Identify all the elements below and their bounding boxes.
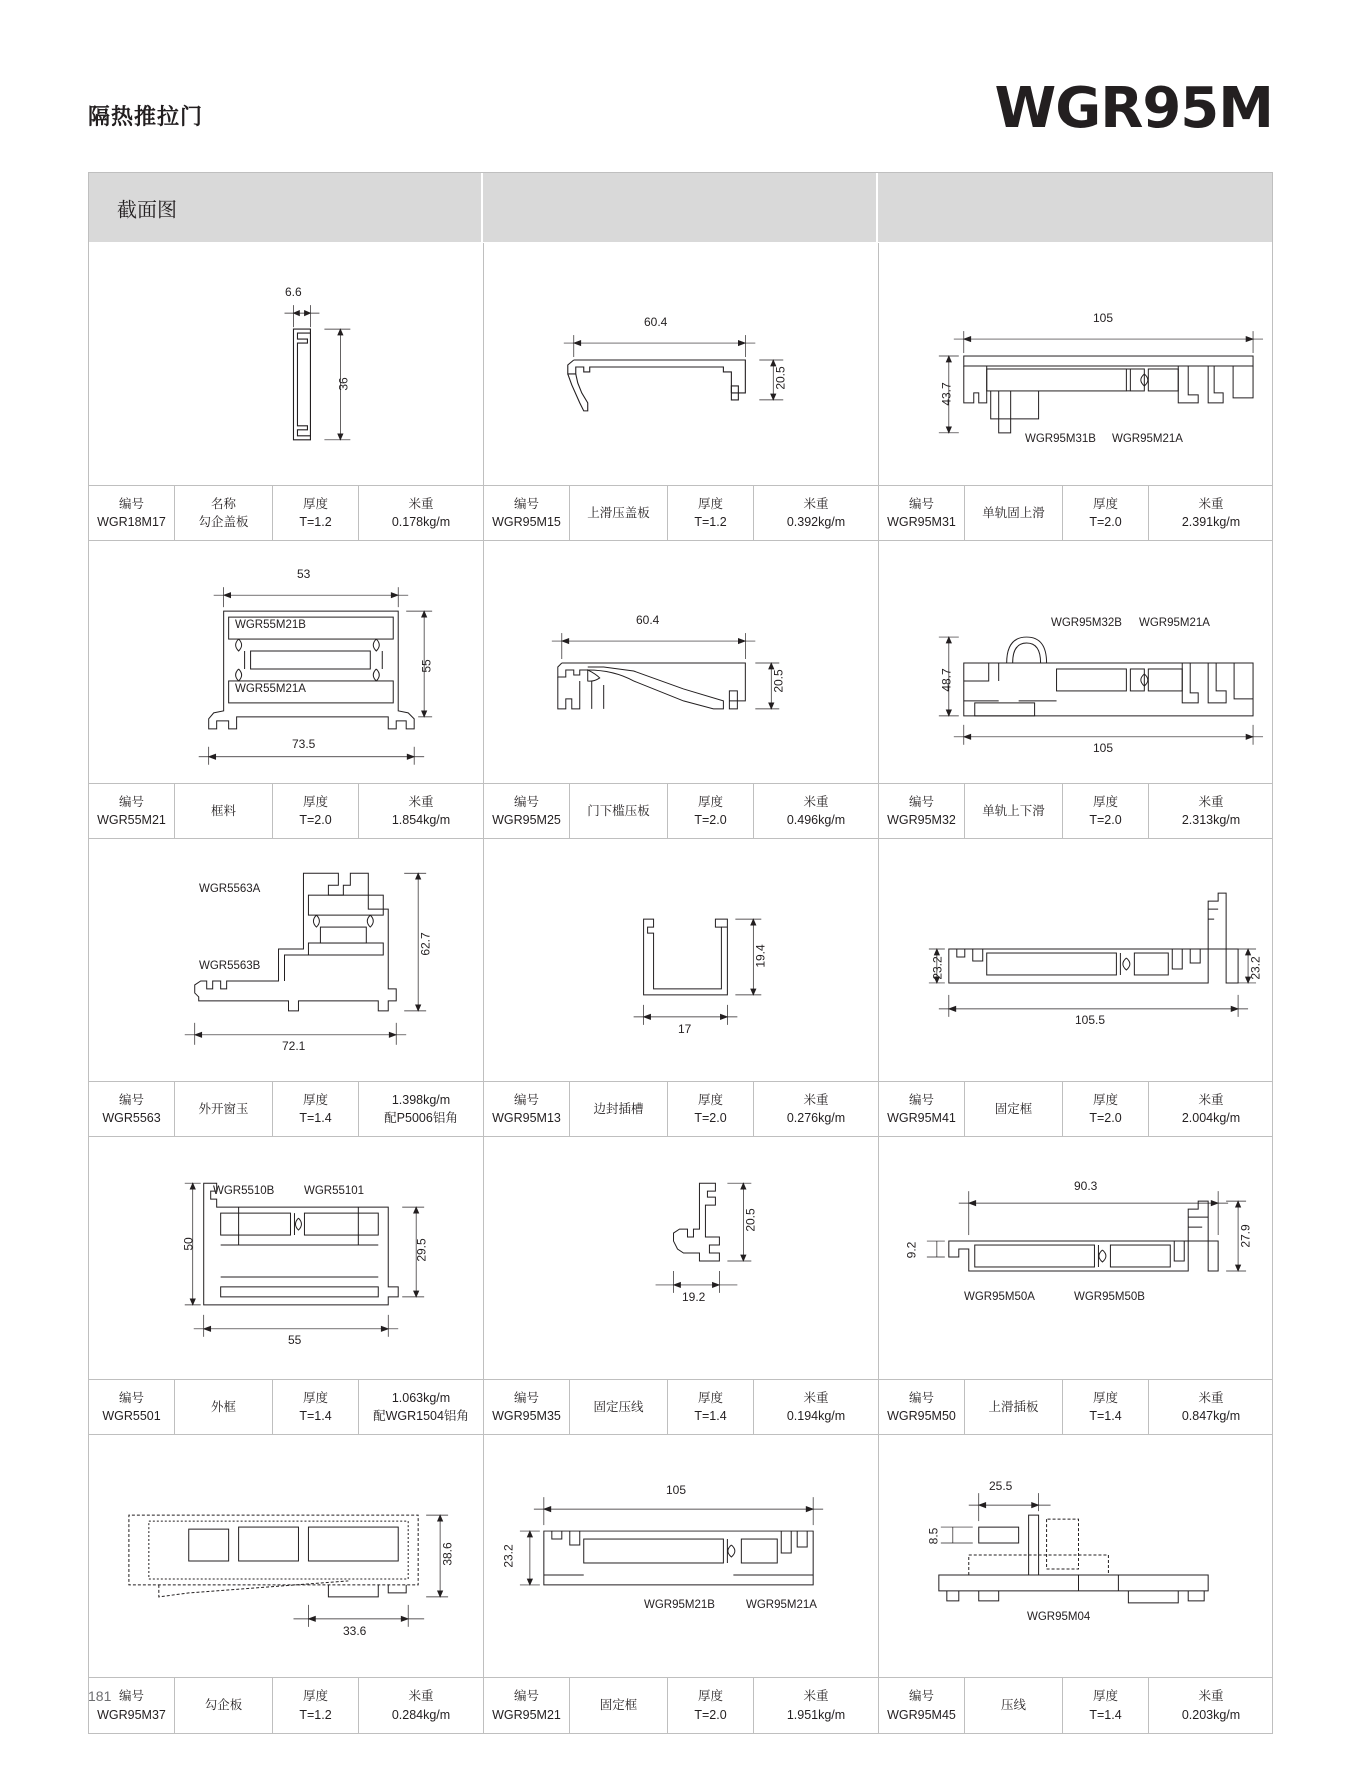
spec-name [175, 1082, 273, 1136]
spec-id [89, 1678, 175, 1733]
dimension-label: 19.2 [682, 1290, 706, 1304]
spec-name [175, 486, 273, 540]
spec-thickness-value: T=1.4 [299, 1409, 332, 1423]
spec-weight-header: 米重 [1198, 496, 1224, 511]
table-row [89, 1137, 1272, 1435]
spec-weight-line2: 配P5006铝角 [384, 1111, 458, 1125]
dimension-label: 50 [181, 1237, 196, 1251]
spec-thickness [273, 1082, 359, 1136]
spec-id-value: WGR95M50 [887, 1409, 956, 1423]
spec-id [89, 486, 175, 540]
dimension-label: 23.2 [501, 1544, 516, 1568]
profile-figure-wgr95m35 [484, 1137, 878, 1379]
dimension-label: 20.5 [771, 669, 786, 693]
spec-name-value: 门下槛压板 [587, 803, 650, 818]
dimension-label: 53 [297, 567, 311, 581]
spec-thickness-header: 厚度 [1092, 1092, 1118, 1107]
profile-figure-wgr95m13 [484, 839, 878, 1081]
spec-thickness-header: 厚度 [1092, 1390, 1118, 1405]
spec-row [484, 783, 878, 839]
spec-weight [754, 1082, 878, 1136]
spec-id-header: 编号 [513, 1390, 539, 1405]
dimension-label: 105 [666, 1483, 687, 1497]
profile-cell [89, 839, 484, 1137]
spec-id [879, 486, 965, 540]
spec-weight-line1: 1.398kg/m [391, 1092, 451, 1107]
spec-thickness-header: 厚度 [302, 1092, 328, 1107]
spec-id-value: WGR95M41 [887, 1111, 956, 1125]
dimension-label: 43.7 [939, 382, 954, 406]
section-drawing [484, 243, 878, 485]
spec-id-value: WGR95M45 [887, 1707, 956, 1722]
spec-name-value: 上滑压盖板 [587, 505, 650, 520]
table-row [89, 541, 1272, 839]
spec-name-header: 名称 [210, 496, 236, 511]
spec-id [484, 784, 570, 838]
band-header-label: 截面图 [117, 199, 177, 221]
spec-thickness-value: T=1.4 [694, 1409, 727, 1423]
profile-cell [879, 243, 1273, 541]
dimension-label: 62.7 [418, 932, 433, 956]
part-tag: WGR55M21A [235, 683, 306, 695]
dimension-label: 48.7 [939, 668, 954, 692]
spec-thickness [1063, 784, 1149, 838]
spec-name-value: 固定框 [599, 1698, 638, 1713]
spec-row [484, 1379, 878, 1435]
dimension-label: 20.5 [743, 1208, 758, 1232]
spec-name-value: 勾企板 [204, 1698, 243, 1713]
section-drawing [89, 243, 483, 485]
section-drawing [879, 1435, 1273, 1677]
section-drawing [89, 1137, 483, 1379]
spec-weight [359, 1678, 483, 1733]
spec-name [965, 1678, 1063, 1733]
spec-thickness [273, 784, 359, 838]
spec-thickness-value: T=2.0 [1089, 813, 1122, 827]
spec-name [570, 784, 668, 838]
spec-name [175, 1380, 273, 1434]
spec-thickness-value: T=1.4 [299, 1111, 332, 1125]
part-tag: WGR5510B [213, 1185, 275, 1197]
spec-thickness [668, 784, 754, 838]
spec-weight-header: 米重 [803, 1689, 829, 1704]
spec-name-value: 单轨固上滑 [982, 505, 1045, 520]
part-tag: WGR95M50B [1074, 1291, 1145, 1303]
spec-thickness-header: 厚度 [697, 1689, 723, 1704]
spec-name [965, 486, 1063, 540]
spec-weight [754, 784, 878, 838]
profile-figure-wgr95m31 [879, 243, 1273, 485]
spec-thickness-value: T=1.2 [299, 1707, 332, 1722]
spec-id-value: WGR55M21 [97, 813, 166, 827]
band-header-cell-2 [483, 173, 877, 242]
profile-figure-wgr95m25 [484, 541, 878, 783]
spec-id [89, 784, 175, 838]
profile-figure-wgr95m50 [879, 1137, 1273, 1379]
spec-name [175, 784, 273, 838]
dimension-label: 23.2 [930, 956, 945, 980]
spec-row [879, 485, 1273, 541]
part-tag: WGR95M50A [964, 1291, 1035, 1303]
spec-name [965, 1082, 1063, 1136]
part-tag: WGR95M21A [1112, 433, 1183, 445]
profile-cell [879, 839, 1273, 1137]
spec-id [484, 1380, 570, 1434]
spec-weight-header: 米重 [1198, 1390, 1224, 1405]
spec-weight [754, 1380, 878, 1434]
dimension-label: 27.9 [1238, 1224, 1253, 1248]
spec-id [89, 1380, 175, 1434]
spec-weight-value: 2.004kg/m [1181, 1111, 1241, 1125]
spec-row [89, 1677, 483, 1733]
series-code: WGR95M [994, 76, 1273, 141]
spec-id-value: WGR95M15 [492, 515, 561, 529]
profile-cell [484, 541, 879, 839]
spec-name [965, 784, 1063, 838]
spec-thickness-header: 厚度 [1092, 496, 1118, 511]
spec-weight-value: 0.847kg/m [1181, 1409, 1241, 1423]
dimension-label: 105 [1093, 311, 1114, 325]
dimension-label: 6.6 [285, 285, 302, 299]
spec-thickness [668, 486, 754, 540]
dimension-label: 60.4 [644, 315, 668, 329]
spec-id-header: 编号 [118, 1390, 144, 1405]
spec-thickness-value: T=1.4 [1089, 1707, 1122, 1722]
dimension-label: 19.4 [753, 944, 768, 968]
spec-row [484, 1081, 878, 1137]
spec-id-header: 编号 [513, 496, 539, 511]
spec-thickness-header: 厚度 [697, 496, 723, 511]
spec-id-value: WGR95M13 [492, 1111, 561, 1125]
spec-name [965, 1380, 1063, 1434]
spec-name [570, 1082, 668, 1136]
spec-id-header: 编号 [908, 794, 934, 809]
spec-id [484, 1678, 570, 1733]
dimension-label: 90.3 [1074, 1179, 1098, 1193]
profile-figure-wgr95m21 [484, 1435, 878, 1677]
spec-id-value: WGR95M21 [492, 1707, 561, 1722]
profile-figure-wgr95m15 [484, 243, 878, 485]
spec-thickness-value: T=2.0 [694, 813, 727, 827]
section-drawing [879, 1137, 1273, 1379]
profile-cell [879, 1435, 1273, 1733]
spec-id-header: 编号 [118, 1092, 144, 1107]
spec-id-value: WGR95M37 [97, 1707, 166, 1722]
spec-id-header: 编号 [513, 1092, 539, 1107]
spec-id-value: WGR95M31 [887, 515, 956, 529]
section-drawing [89, 1435, 483, 1677]
part-tag: WGR55M21B [235, 619, 306, 631]
spec-thickness [668, 1082, 754, 1136]
section-drawing [89, 541, 483, 783]
section-drawing [879, 541, 1273, 783]
spec-weight [1149, 1380, 1273, 1434]
spec-weight [359, 1380, 483, 1434]
spec-weight-value: 1.854kg/m [391, 813, 451, 827]
page-header [88, 76, 1273, 146]
spec-id-value: WGR5563 [102, 1111, 161, 1125]
section-drawing [484, 839, 878, 1081]
spec-thickness [273, 1380, 359, 1434]
spec-weight-value: 1.951kg/m [786, 1707, 846, 1722]
spec-weight-header: 米重 [803, 496, 829, 511]
spec-thickness-value: T=1.2 [694, 515, 727, 529]
part-tag: WGR95M21A [746, 1599, 817, 1611]
spec-thickness [1063, 1380, 1149, 1434]
spec-weight-value: 0.496kg/m [786, 813, 846, 827]
spec-thickness-header: 厚度 [1092, 1689, 1118, 1704]
spec-thickness-header: 厚度 [302, 794, 328, 809]
section-drawing [484, 1435, 878, 1677]
spec-thickness [273, 486, 359, 540]
spec-thickness-value: T=2.0 [694, 1111, 727, 1125]
spec-weight-value: 2.391kg/m [1181, 515, 1241, 529]
spec-id-value: WGR95M32 [887, 813, 956, 827]
section-drawing [89, 839, 483, 1081]
table-row [89, 1435, 1272, 1733]
part-tag: WGR95M32B [1051, 617, 1122, 629]
profile-cell [484, 1435, 879, 1733]
section-drawing [484, 541, 878, 783]
spec-name [570, 1678, 668, 1733]
spec-weight-value: 0.178kg/m [391, 515, 451, 529]
spec-row [484, 1677, 878, 1733]
spec-id [89, 1082, 175, 1136]
spec-row [879, 1677, 1273, 1733]
spec-name [570, 486, 668, 540]
profile-cell [484, 243, 879, 541]
spec-weight-header: 米重 [1198, 794, 1224, 809]
spec-thickness-header: 厚度 [302, 1689, 328, 1704]
spec-id-value: WGR95M25 [492, 813, 561, 827]
spec-weight [1149, 1082, 1273, 1136]
spec-row [89, 1379, 483, 1435]
spec-id-header: 编号 [118, 794, 144, 809]
part-tag: WGR95M21A [1139, 617, 1210, 629]
dimension-label: 33.6 [343, 1624, 367, 1638]
spec-id-header: 编号 [513, 794, 539, 809]
profile-figure-wgr95m32 [879, 541, 1273, 783]
spec-weight-value: 0.203kg/m [1181, 1707, 1241, 1722]
part-tag: WGR95M21B [644, 1599, 715, 1611]
spec-weight-header: 米重 [803, 1092, 829, 1107]
spec-thickness [1063, 486, 1149, 540]
dimension-label: 105 [1093, 741, 1114, 755]
profile-cell [89, 541, 484, 839]
spec-id-header: 编号 [908, 1092, 934, 1107]
spec-thickness-value: T=2.0 [1089, 515, 1122, 529]
spec-thickness-header: 厚度 [697, 1390, 723, 1405]
spec-weight-value: 0.392kg/m [786, 515, 846, 529]
spec-weight-header: 米重 [1198, 1092, 1224, 1107]
spec-name-value: 压线 [1000, 1698, 1026, 1713]
dimension-label: 8.5 [926, 1527, 941, 1545]
spec-name-value: 外开窗玉 [198, 1101, 249, 1116]
spec-thickness-value: T=2.0 [1089, 1111, 1122, 1125]
spec-thickness-header: 厚度 [302, 1390, 328, 1405]
profile-cell [89, 243, 484, 541]
part-tag: WGR5563A [199, 883, 261, 895]
spec-id-header: 编号 [908, 1689, 934, 1704]
spec-thickness-value: T=1.4 [1089, 1409, 1122, 1423]
spec-thickness [273, 1678, 359, 1733]
section-drawing [879, 839, 1273, 1081]
spec-name-value: 固定压线 [593, 1399, 644, 1414]
spec-weight-value: 0.284kg/m [391, 1707, 451, 1722]
profile-figure-wgr18m17 [89, 243, 483, 485]
spec-id-value: WGR18M17 [97, 515, 166, 529]
spec-id [879, 1380, 965, 1434]
spec-name-value: 勾企盖板 [198, 515, 249, 529]
spec-thickness-value: T=1.2 [299, 515, 332, 529]
spec-weight [359, 784, 483, 838]
dimension-label: 73.5 [292, 737, 316, 751]
spec-thickness-header: 厚度 [1092, 794, 1118, 809]
dimension-label: 72.1 [282, 1039, 306, 1053]
spec-thickness-value: T=2.0 [299, 813, 332, 827]
table-row [89, 243, 1272, 541]
spec-thickness [1063, 1678, 1149, 1733]
profile-cell [879, 541, 1273, 839]
band-header-cell-1 [89, 173, 483, 242]
dimension-label: 17 [678, 1022, 692, 1036]
profile-cell [484, 839, 879, 1137]
spec-id-header: 编号 [118, 496, 144, 511]
spec-thickness [668, 1678, 754, 1733]
part-tag: WGR5563B [199, 960, 261, 972]
spec-thickness-header: 厚度 [302, 496, 328, 511]
spec-weight-line1: 1.063kg/m [391, 1390, 451, 1405]
spec-weight-header: 米重 [408, 794, 434, 809]
band-header-cell-3 [878, 173, 1272, 242]
part-tag: WGR95M04 [1027, 1611, 1091, 1623]
dimension-label: 36 [336, 377, 351, 391]
profile-cell [89, 1137, 484, 1435]
spec-thickness [668, 1380, 754, 1434]
dimension-label: 20.5 [773, 366, 788, 390]
profile-figure-wgr95m45 [879, 1435, 1273, 1677]
spec-name-value: 单轨上下滑 [982, 803, 1045, 818]
spec-name [570, 1380, 668, 1434]
dimension-label: 60.4 [636, 613, 660, 627]
spec-row [879, 1379, 1273, 1435]
spec-weight-header: 米重 [803, 1390, 829, 1405]
spec-name-value: 框料 [210, 803, 236, 818]
spec-thickness-value: T=2.0 [694, 1707, 727, 1722]
spec-weight-header: 米重 [408, 1689, 434, 1704]
part-tag: WGR95M31B [1025, 433, 1096, 445]
profile-cell [879, 1137, 1273, 1435]
dimension-label: 55 [288, 1333, 302, 1347]
spec-id [879, 784, 965, 838]
spec-weight-header: 米重 [408, 496, 434, 511]
spec-id [484, 486, 570, 540]
page-title: 隔热推拉门 [88, 104, 204, 129]
spec-id [879, 1082, 965, 1136]
page-number: 181 [88, 1688, 112, 1704]
dimension-label: 105.5 [1075, 1013, 1106, 1027]
spec-id [879, 1678, 965, 1733]
dimension-label: 9.2 [904, 1241, 919, 1259]
spec-name-value: 固定框 [994, 1101, 1033, 1116]
spec-weight [359, 1082, 483, 1136]
spec-weight [1149, 1678, 1273, 1733]
spec-thickness [1063, 1082, 1149, 1136]
dimension-label: 23.2 [1248, 956, 1263, 980]
spec-row [89, 1081, 483, 1137]
spec-weight [1149, 784, 1273, 838]
spec-thickness-header: 厚度 [697, 1092, 723, 1107]
spec-weight-value: 2.313kg/m [1181, 813, 1241, 827]
part-tag: WGR55101 [304, 1185, 365, 1197]
spec-row [879, 783, 1273, 839]
spec-weight-header: 米重 [1198, 1689, 1224, 1704]
spec-weight-line2: 配WGR1504铝角 [373, 1409, 469, 1423]
spec-weight [1149, 486, 1273, 540]
spec-weight-value: 0.194kg/m [786, 1409, 846, 1423]
spec-row [879, 1081, 1273, 1137]
table-band-header [89, 173, 1272, 243]
profile-cell [89, 1435, 484, 1733]
spec-id-header: 编号 [513, 1689, 539, 1704]
spec-weight-value: 0.276kg/m [786, 1111, 846, 1125]
profile-figure-wgr95m37 [89, 1435, 483, 1677]
spec-name-value: 上滑插板 [988, 1399, 1039, 1414]
spec-name-value: 外框 [210, 1399, 236, 1414]
spec-row [484, 485, 878, 541]
dimension-label: 38.6 [440, 1542, 455, 1566]
spec-id-header: 编号 [908, 496, 934, 511]
spec-thickness-header: 厚度 [697, 794, 723, 809]
spec-weight [359, 486, 483, 540]
profiles-table [88, 172, 1273, 1734]
spec-weight [754, 1678, 878, 1733]
spec-id-value: WGR5501 [102, 1409, 161, 1423]
dimension-label: 25.5 [989, 1479, 1013, 1493]
section-drawing [879, 243, 1273, 485]
spec-name [175, 1678, 273, 1733]
spec-id-header: 编号 [118, 1689, 144, 1704]
dimension-label: 55 [419, 659, 434, 673]
spec-id-header: 编号 [908, 1390, 934, 1405]
dimension-label: 29.5 [414, 1238, 429, 1262]
profile-cell [484, 1137, 879, 1435]
spec-name-value: 边封插槽 [593, 1101, 644, 1116]
section-drawing [484, 1137, 878, 1379]
spec-id-value: WGR95M35 [492, 1409, 561, 1423]
spec-row [89, 783, 483, 839]
spec-weight-header: 米重 [803, 794, 829, 809]
spec-weight [754, 486, 878, 540]
spec-id [484, 1082, 570, 1136]
spec-row [89, 485, 483, 541]
table-row [89, 839, 1272, 1137]
